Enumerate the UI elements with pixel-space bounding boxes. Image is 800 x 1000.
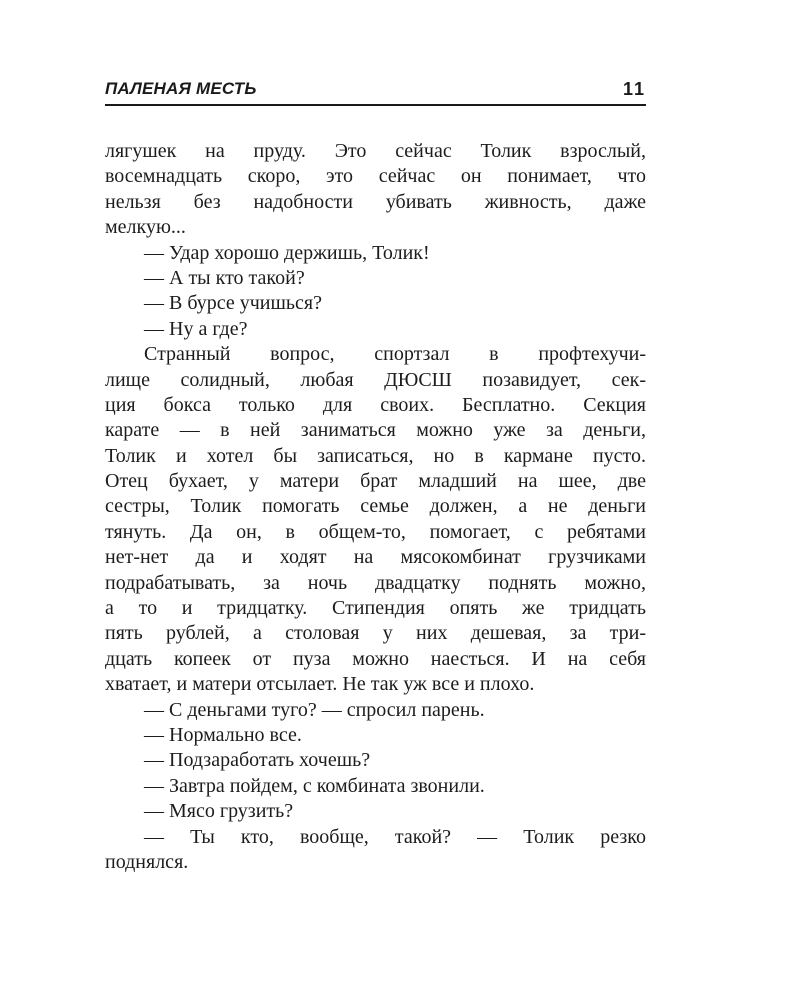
- text-line: сестры, Толик помогать семье должен, а не деньги: [105, 495, 646, 518]
- text-line: лище солидный, любая ДЮСШ позавидует, сек-: [105, 368, 646, 391]
- text-line: Толик и хотел бы записаться, но в кармане пусто.: [105, 444, 646, 467]
- text-line: подрабатывать, за ночь двадцатку поднять можно,: [105, 571, 646, 594]
- text-line: — В бурсе учишься?: [144, 292, 322, 315]
- text-line: — Подзаработать хочешь?: [144, 749, 371, 772]
- text-line: ция бокса только для своих. Бесплатно. Секция: [105, 393, 646, 416]
- text-line: хватает, и матери отсылает. Не так уж все и плохо.: [105, 673, 535, 696]
- text-line: — Завтра пойдем, с комбината звонили.: [144, 774, 485, 797]
- text-line: — Удар хорошо держишь, Толик!: [144, 241, 430, 264]
- text-line: карате — в ней заниматься можно уже за деньги,: [105, 419, 646, 442]
- text-line: — Нормально все.: [144, 723, 302, 746]
- text-line: а то и тридцатку. Стипендия опять же тридцать: [105, 597, 646, 620]
- running-title: ПАЛЕНАЯ МЕСТЬ: [105, 79, 257, 98]
- text-line: Отец бухает, у матери брат младший на шее, две: [105, 470, 646, 493]
- page-number: 11: [622, 79, 646, 99]
- text-line: лягушек на пруду. Это сейчас Толик взрослый,: [105, 140, 646, 162]
- text-line: — Ты кто, вообще, такой? — Толик резко: [144, 825, 646, 848]
- text-line: — Ну а где?: [144, 317, 248, 340]
- text-line: мелкую...: [105, 216, 186, 239]
- text-line: — С деньгами туго? — спросил парень.: [144, 698, 485, 721]
- running-header: [105, 78, 646, 106]
- text-line: Странный вопрос, спортзал в профтехучи-: [144, 343, 646, 366]
- text-line: нельзя без надобности убивать живность, даже: [105, 190, 646, 213]
- text-line: дцать копеек от пуза можно наесться. И на себя: [105, 647, 646, 670]
- body-text: [105, 139, 646, 875]
- text-line: восемнадцать скоро, это сейчас он понимает, что: [105, 165, 646, 188]
- text-line: тянуть. Да он, в общем-то, помогает, с ребятами: [105, 520, 646, 543]
- text-line: — Мясо грузить?: [144, 800, 294, 823]
- text-line: пять рублей, а столовая у них дешевая, за три-: [105, 622, 646, 645]
- text-line: нет-нет да и ходят на мясокомбинат грузчиками: [105, 546, 646, 569]
- text-line: поднялся.: [105, 850, 189, 873]
- text-line: — А ты кто такой?: [144, 266, 305, 289]
